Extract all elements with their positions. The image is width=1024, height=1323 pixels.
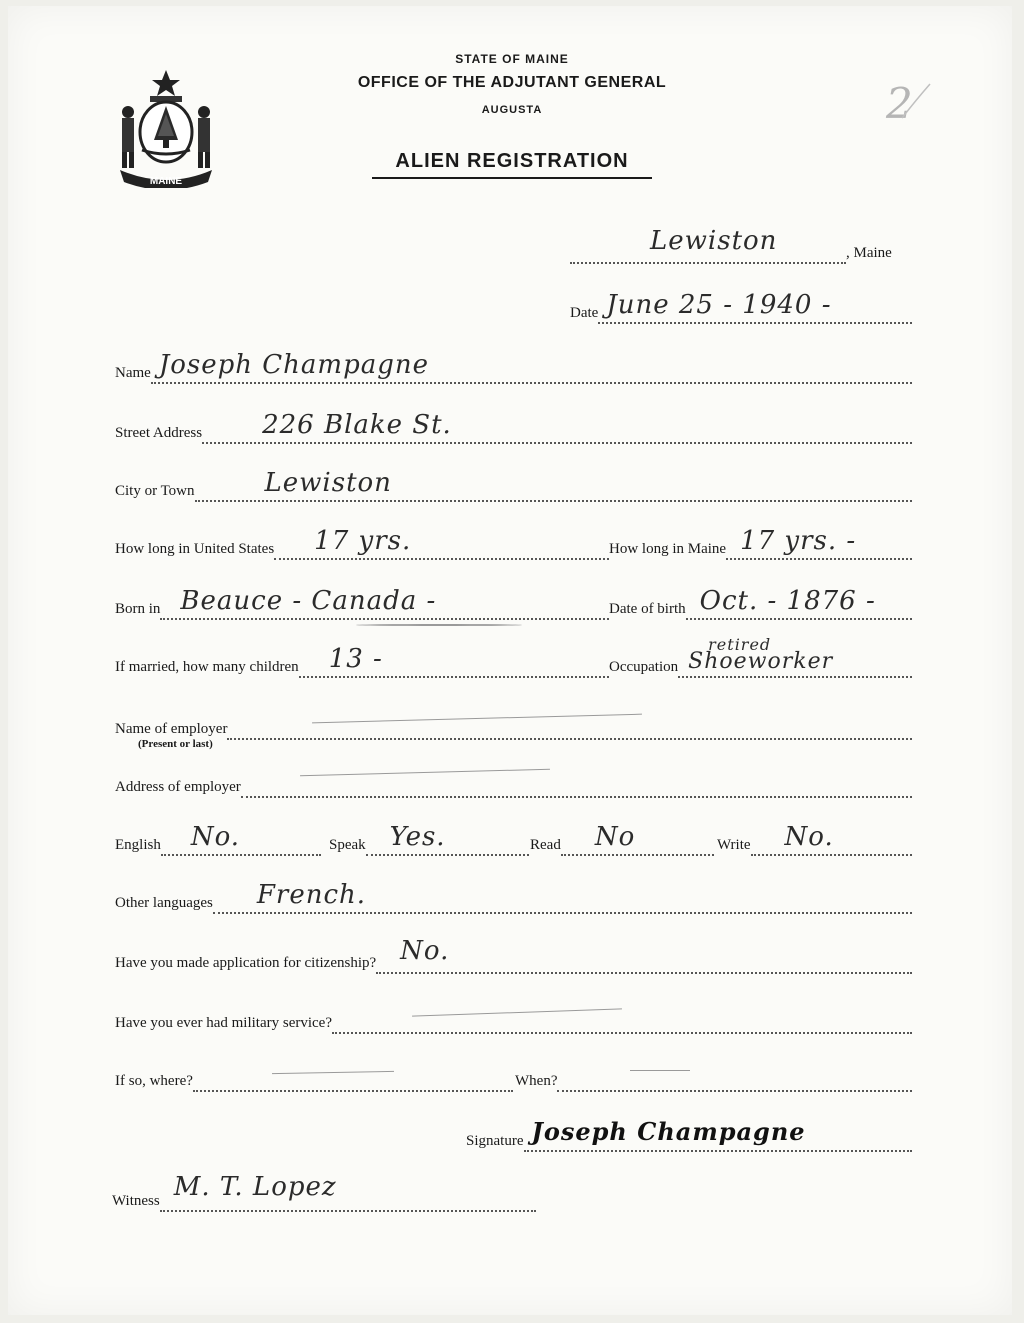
date-label: Date [570, 305, 599, 321]
where-line[interactable] [193, 1062, 513, 1092]
employer-label: Name of employer [115, 721, 228, 737]
us-duration-field [115, 526, 609, 560]
read-value: No [594, 822, 636, 852]
maine-duration-label: How long in Maine [609, 541, 727, 557]
citizenship-value: No. [400, 936, 450, 966]
write-line[interactable] [751, 822, 912, 856]
maine-duration-value: 17 yrs. - [740, 526, 857, 556]
occupation-note: retired [708, 635, 772, 654]
born-in-label: Born in [115, 601, 161, 617]
english-field [115, 822, 321, 856]
us-duration-value: 17 yrs. [314, 526, 412, 556]
write-value: No. [784, 822, 834, 852]
born-in-underline [356, 624, 522, 626]
when-pen-stroke [630, 1070, 690, 1071]
occupation-line[interactable] [678, 635, 912, 678]
employer-address-line[interactable] [241, 768, 912, 798]
occupation-label: Occupation [609, 659, 679, 675]
birth-date-label: Date of birth [609, 601, 686, 617]
born-in-field [115, 586, 609, 620]
signature-line[interactable] [524, 1117, 913, 1152]
other-languages-value: French. [256, 880, 367, 910]
city-value: Lewiston [264, 468, 392, 498]
street-line[interactable] [202, 410, 912, 444]
when-field [515, 1064, 912, 1092]
citizenship-line[interactable] [376, 936, 912, 974]
name-label: Name [115, 365, 151, 381]
witness-line[interactable] [160, 1172, 536, 1212]
maine-duration-field [609, 526, 912, 560]
name-line[interactable] [151, 350, 912, 384]
office-heading: OFFICE OF THE ADJUTANT GENERAL [357, 74, 667, 91]
write-label: Write [717, 837, 751, 853]
military-line[interactable] [332, 1004, 912, 1034]
employer-address-label: Address of employer [115, 779, 241, 795]
signature-field [466, 1117, 912, 1152]
when-line[interactable] [557, 1062, 912, 1092]
military-label: Have you ever had military service? [115, 1015, 332, 1031]
speak-label: Speak [329, 837, 366, 853]
state-heading: STATE OF MAINE [455, 52, 569, 66]
speak-line[interactable] [366, 822, 529, 856]
birth-date-line[interactable] [686, 586, 912, 620]
location-field [570, 226, 912, 264]
read-label: Read [530, 837, 561, 853]
witness-label: Witness [112, 1193, 160, 1209]
name-field [115, 350, 912, 384]
write-field [717, 822, 912, 856]
city-field [115, 468, 912, 502]
location-value: Lewiston [650, 226, 778, 256]
military-field [115, 1006, 912, 1034]
citizenship-field [115, 936, 912, 974]
city-label: City or Town [115, 483, 195, 499]
occupation-field [609, 635, 912, 678]
where-field [115, 1064, 513, 1092]
witness-value: M. T. Lopez [173, 1172, 337, 1202]
employer-sublabel: (Present or last) [138, 738, 213, 750]
where-label: If so, where? [115, 1073, 193, 1089]
employer-address-field [115, 770, 912, 798]
speak-field [329, 822, 529, 856]
street-value: 226 Blake St. [262, 410, 452, 440]
page-mark-text: 2 [886, 79, 913, 128]
signature-label: Signature [466, 1133, 524, 1149]
read-field [530, 822, 714, 856]
when-label: When? [515, 1073, 558, 1089]
born-in-line[interactable] [160, 586, 609, 620]
occupation-value: Shoeworker [688, 649, 834, 674]
witness-field [112, 1172, 536, 1212]
born-in-value: Beauce - Canada - [180, 586, 437, 616]
city-line[interactable] [195, 468, 912, 502]
name-value: Joseph Champagne [158, 350, 430, 380]
other-languages-field [115, 880, 912, 914]
street-field [115, 410, 912, 444]
english-value: No. [190, 822, 241, 852]
date-line[interactable] [598, 290, 912, 324]
birth-date-value: Oct. - 1876 - [699, 586, 876, 616]
other-languages-line[interactable] [213, 880, 912, 914]
children-value: 13 - [328, 644, 383, 674]
speak-value: Yes. [389, 822, 446, 852]
children-label: If married, how many children [115, 659, 299, 675]
citizenship-label: Have you made application for citizenship? [115, 955, 377, 971]
seal-text: MAINE [149, 176, 183, 187]
signature-value: Joseph Champagne [531, 1117, 806, 1146]
employer-line[interactable] [227, 710, 912, 740]
us-duration-label: How long in United States [115, 541, 275, 557]
date-value: June 25 - 1940 - [606, 290, 832, 320]
date-field [570, 290, 912, 324]
location-line[interactable] [570, 226, 846, 264]
form-title: ALIEN REGISTRATION [372, 150, 652, 179]
english-line[interactable] [161, 822, 321, 856]
us-duration-line[interactable] [274, 526, 609, 560]
other-languages-label: Other languages [115, 895, 213, 911]
children-field [115, 644, 609, 678]
maine-duration-line[interactable] [726, 526, 912, 560]
children-line[interactable] [299, 644, 609, 678]
maine-suffix: , Maine [846, 245, 892, 261]
city-heading: AUGUSTA [481, 104, 543, 116]
birth-date-field [609, 586, 912, 620]
english-label: English [115, 837, 161, 853]
street-label: Street Address [115, 425, 203, 441]
read-line[interactable] [561, 822, 714, 856]
